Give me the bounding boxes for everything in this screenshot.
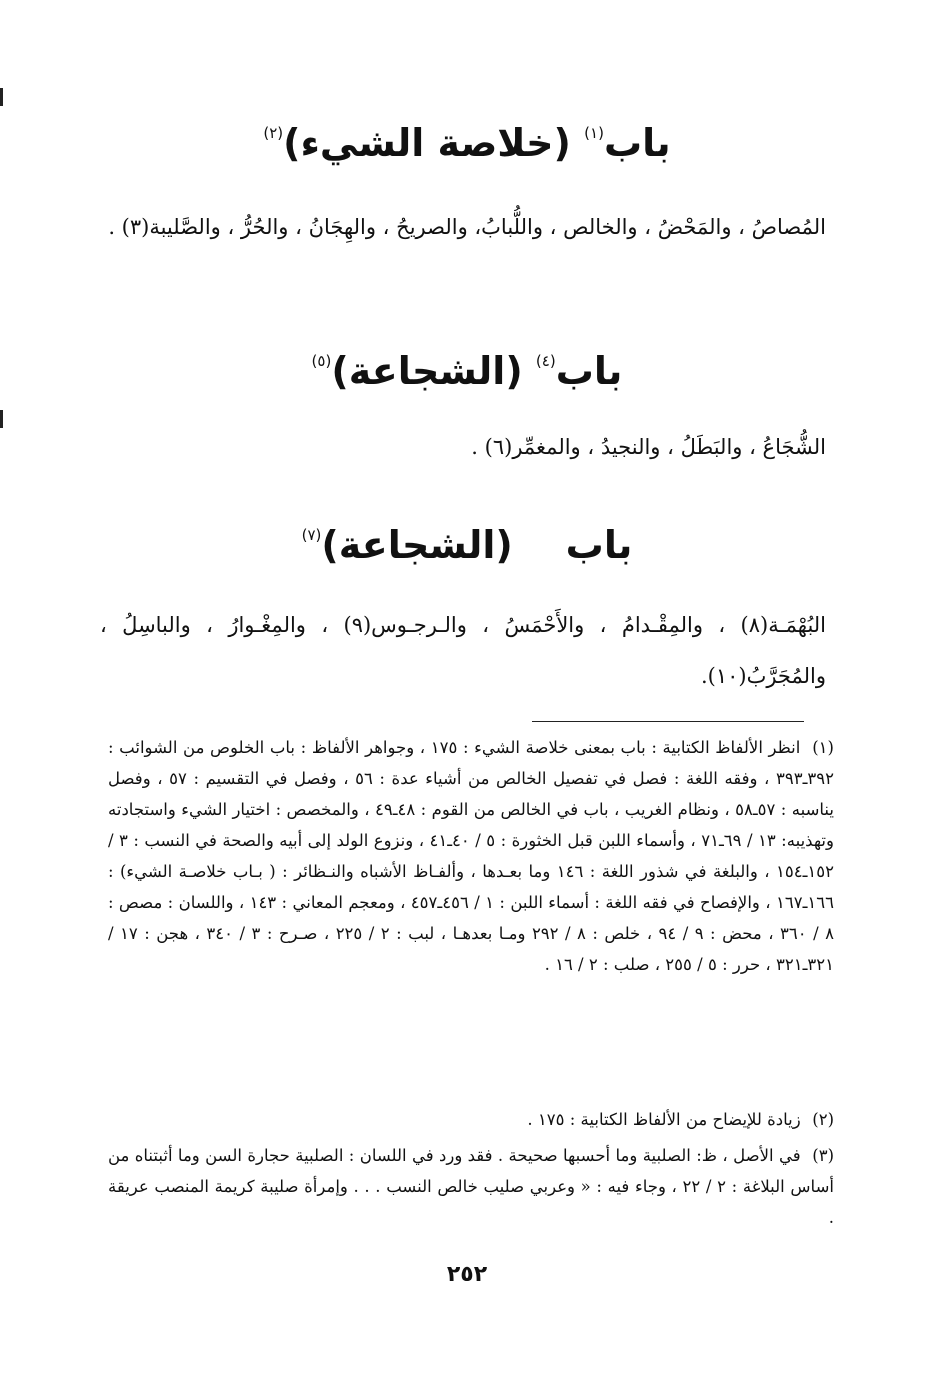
entry-paragraph: البُهْمَـة(٨) ، والمِقْـدامُ ، والأَحْمَسُ ، والـرجـوس(٩) ، والمِغْـوارُ ، والباسِلُ ، والمُجَرَّبُ(١٠). xyxy=(100,613,827,688)
section-heading xyxy=(0,338,934,394)
scan-edge-mark xyxy=(0,88,3,106)
scan-edge-mark xyxy=(0,410,3,428)
section-heading xyxy=(0,512,934,568)
heading-word: باب xyxy=(555,349,623,393)
footnote-text: زيادة للإيضاح من الألفاظ الكتابية : ١٧٥ . xyxy=(527,1110,801,1129)
footnote-number: (١) xyxy=(812,738,834,757)
heading-subject: (الشجاعة) xyxy=(321,523,513,567)
footnote xyxy=(108,1140,834,1233)
entry-paragraph: الشُّجَاعُ ، والبَطَلُ ، والنجيدُ ، والمغمِّر(٦) . xyxy=(471,435,826,459)
heading-word: باب xyxy=(603,121,671,165)
footnote-number: (٣) xyxy=(812,1146,835,1165)
footnote xyxy=(108,1104,834,1135)
footnote-ref: (٤) xyxy=(535,352,556,370)
footnote-number: (٢) xyxy=(812,1110,834,1129)
page-number: ٢٥٢ xyxy=(446,1262,488,1287)
footnote-separator xyxy=(532,721,804,722)
footnote-text: انظر الألفاظ الكتابية : باب بمعنى خلاصة الشيء : ١٧٥ ، وجواهر الألفاظ : باب الخلوص من الشوائب : ٣٩٢ـ٣٩٣ ، وفقه اللغة : فصل في تفصيل الخالص من أشياء عدة : ٥٦ ، وفصل في التقسيم : ٥٧ ، وفصل يناسبه : ٥٧ـ٥٨ ، ونظام الغريب ، باب في الخالص من القوم : ٤٨ـ٤٩ ، والمخصص : اختيار الشيء واستجادته وتهذيبه: ١٣ / ٦٩ـ٧١ ، وأسماء اللبن قبل الخثورة : ٥ / ٤٠ـ٤١ ، ونزوع الولد إلى أبيه والصحة في النسب : ٣ /١٥٢ـ١٥٤ ، والبلغة في شذور اللغة : ١٤٦ وما بعـدها ، وألفـاظ الأشباه والنـظائر : ( بـاب خلاصـة الشيء) : ١٦٦ـ١٦٧ ، والإفصاح في فقه اللغة : أسماء اللبن : ١ / ٤٥٦ـ٤٥٧ ، ومعجم المعاني : ١٤٣ ، واللسان : مصص : ٨ / ٣٦٠ ، محض : ٩ / ٩٤ ، خلص : ٨ / ٢٩٢ ومـا بعدهـا ، لبب : ٢ / ٢٢٥ ، صـرح : ٣ / ٣٤٠ ، هجن : ١٧ / ٣٢١ـ٣٢١ ، حرر : ٥ / ٢٥٥ ، صلب : ٢ / ١٦ . xyxy=(108,738,835,974)
footnote-text: في الأصل ، ظ: الصلبية وما أحسبها صحيحة . فقد ورد في اللسان : الصلبية حجارة السن وما أثبتناه من أساس البلاغة : ٢ / ٢٢ ، وجاء فيه : « وعربي صليب خالص النسب . . . وإمرأة صليبة كريمة المنصب عريقة . xyxy=(108,1146,834,1227)
heading-subject: (الشجاعة) xyxy=(331,349,523,393)
footnote-ref: (٧) xyxy=(301,526,322,544)
section-heading xyxy=(0,110,934,166)
footnote xyxy=(108,732,834,980)
entry-paragraph: المُصاصُ ، والمَحْضُ ، والخالص ، واللُّبابُ، والصريحُ ، والهِجَانُ ، والحُرُّ ، والصَّليبة(٣) . xyxy=(108,215,826,239)
heading-subject: (خلاصة الشيء) xyxy=(283,121,571,165)
heading-word: باب xyxy=(565,523,633,567)
footnote-ref: (٢) xyxy=(263,124,284,142)
footnote-ref: (١) xyxy=(584,124,604,142)
footnote-ref: (٥) xyxy=(311,352,332,370)
